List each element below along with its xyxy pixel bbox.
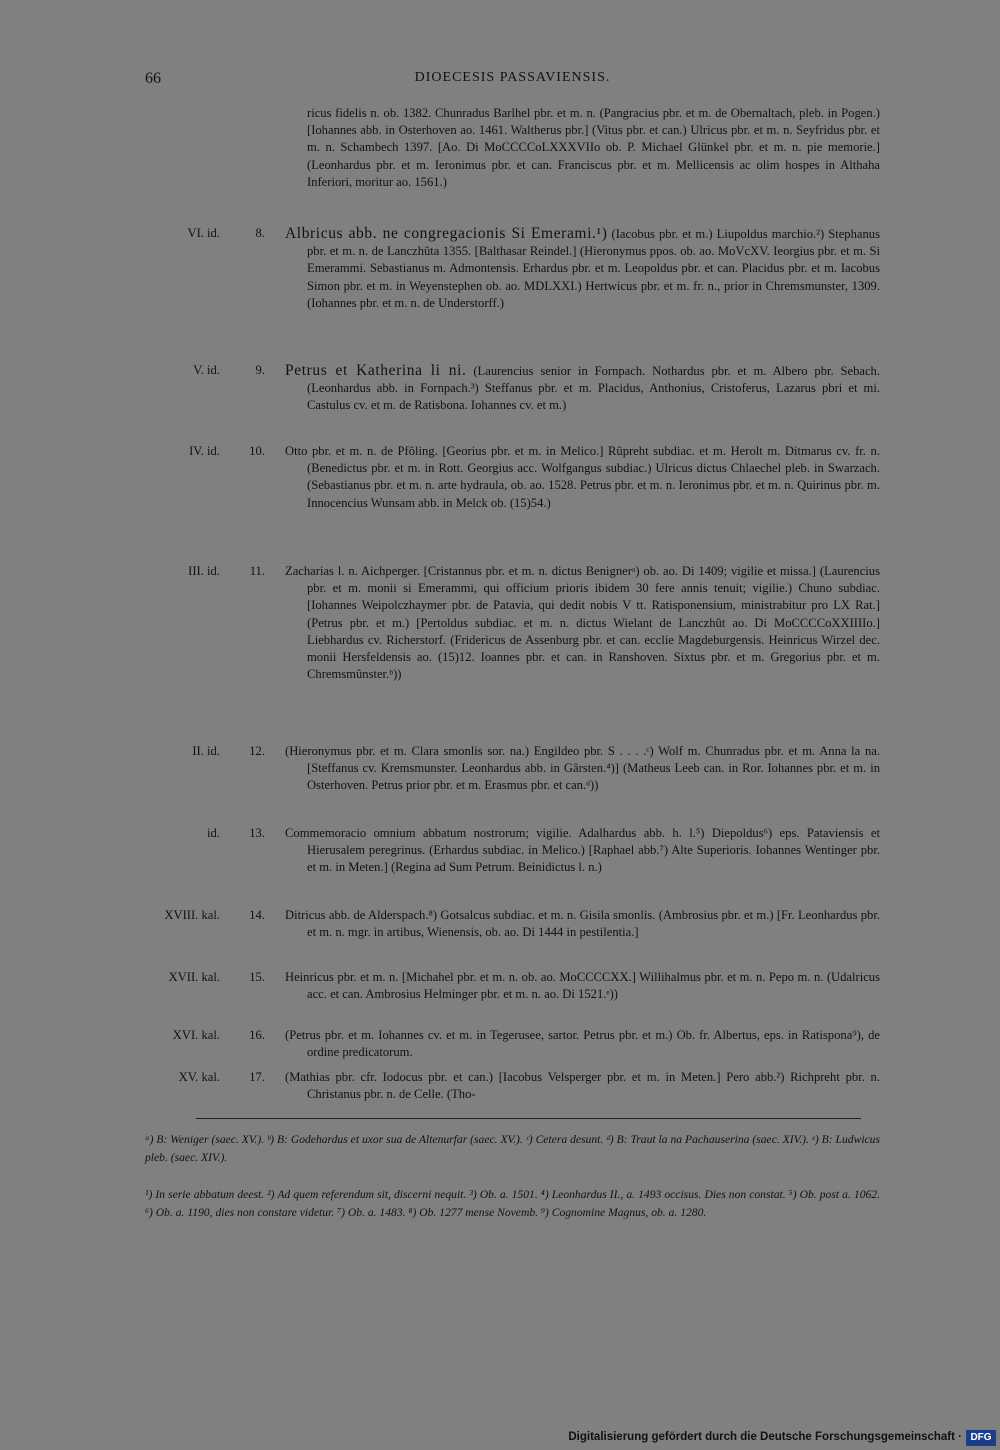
entry-date: VI. id.	[187, 226, 220, 240]
entry-continuation	[145, 105, 880, 225]
entry-highlight: Albricus abb. ne congregacionis Si Emerami.¹)	[285, 225, 608, 242]
footnotes: ¹) In serie abbatum deest. ²) Ad quem referendum sit, discerni nequit. ³) Ob. a. 1501. ⁴) Leonhardus II., a. 1493 occisus. Dies non constat. ⁵) Ob. post a. 1062. ⁶) Ob. a. 1190, dies non constare videtur. ⁷) Ob. a. 1483. ⁸) Ob. 1277 mense Novemb. ⁹) Cognomine Magnus, ob. a. 1280.	[145, 1188, 880, 1219]
critical-apparatus: ᵃ) B: Weniger (saec. XV.). ᵇ) B: Godehardus et uxor sua de Altenurfar (saec. XV.). ᶜ) Cetera desunt. ᵈ) B: Traut la na Pachauserina (saec. XIV.). ᵉ) B: Ludwicus pleb. (saec. XIV.).	[145, 1133, 880, 1164]
calendar-entries	[145, 105, 880, 1109]
entry-text: Heinricus pbr. et m. n. [Michahel pbr. et m. n. ob. ao. MoCCCCXX.] Willihalmus pbr. et m. n. Pepo m. n. (Udalricus acc. et can. Ambrosius Helminger pbr. et m. n. ao. Di 1521.ᵉ))	[285, 970, 880, 1002]
entry-row	[145, 743, 880, 825]
entry-number: 13.	[249, 826, 265, 840]
entry-highlight: Petrus et Katherina li ni.	[285, 362, 467, 379]
footer-bar	[568, 1428, 1000, 1450]
entry-date: III. id.	[188, 564, 220, 578]
entry-date: XVIII. kal.	[164, 908, 220, 922]
dfg-logo-icon: DFG	[966, 1430, 996, 1446]
entry-number: 8.	[255, 226, 265, 240]
entry-row	[145, 1027, 880, 1069]
entry-row	[145, 969, 880, 1027]
entry-text: Otto pbr. et m. n. de Pfôling. [Georius pbr. et m. in Melico.] Rûpreht subdiac. et m. Herolt m. Ditmarus cv. fr. n. (Benedictus pbr. et m. in Rott. Georgius acc. Wolfgangus subdiac.) Ulricus dictus Chlaechel pleb. in Swarzach. (Sebastianus pbr. et m. n. arte hydraula, ob. ao. 1528. Petrus pbr. et m. n. Ieronimus pbr. et m. n. Quirinus pbr. m. Innocencius Wunsam abb. in Melck ob. (15)54.)	[285, 444, 880, 510]
entry-date: II. id.	[192, 744, 220, 758]
entry-date: id.	[207, 826, 220, 840]
entry-text: (Iacobus pbr. et m.) Liupoldus marchio.²) Stephanus pbr. et m. n. de Lanczhûta 1355. [Balthasar Reindel.] (Hieronymus ppos. ob. ao. MoVcXV. Ieorgius pbr. et m. Si Emerammi. Sebastianus m. Admontensis. Erhardus pbr. et m. Leopoldus pbr. et can. Placidus pbr. et m. Iacobus Simon pbr. et m. in Weyenstephen ob. ao. MDLXXI.) Hertwicus pbr. et m. fr. n., prior in Chremsmunster, 1309. (Iohannes pbr. et m. n. de Understorff.)	[307, 227, 880, 310]
entry-date: V. id.	[193, 363, 220, 377]
entry-row	[145, 225, 880, 362]
entry-text: (Laurencius senior in Fornpach. Nothardus pbr. et m. Albero pbr. Sebach. (Leonhardus abb. in Fornpach.³) Steffanus pbr. et m. Placidus, Anthonius, Cristoferus, Lazarus pbri et mi. Castulus cv. et m. de Ratisbona. Iohannes cv. et m.)	[307, 364, 881, 413]
entry-date: XVI. kal.	[172, 1028, 220, 1042]
entry-number: 16.	[249, 1028, 265, 1042]
entry-row	[145, 563, 880, 743]
entry-text: (Petrus pbr. et m. Iohannes cv. et m. in Tegerusee, sartor. Petrus pbr. et m.) Ob. fr. Albertus, eps. in Ratispona⁹), de ordine predicatorum.	[285, 1028, 880, 1060]
footnote-rule	[196, 1118, 861, 1119]
entry-text: Zacharias l. n. Aichperger. [Cristannus pbr. et m. n. dictus Benignerᵃ) ob. ao. Di 1409; vigilie et missa.] (Laurencius pbr. et m. monii si Emerammi, qui officium prioris ibidem 30 fere annis tenuit; vigilie.) Chuno subdiac. [Iohannes Weipolczhaymer pbr. de Patavia, qui dedit nobis V tt. Ratisponensium, ministrabitur pro LX Rat.] (Petrus pbr. et m.) [Pertoldus subdiac. et m. n. dictus Wielant de Lanczhût ao. Di MoCCCCoXXIIIIo.] Liebhardus cv. Richerstorf. (Fridericus de Assenburg pbr. et can. ecclie Magdeburgensis. Heinricus Wirzel dec. monii Hersfeldensis ao. (15)12. Ioannes pbr. et can. in Ranshoven. Sixtus pbr. et m. Gregorius pbr. et m. Chremsmûnster.ᵇ))	[285, 564, 880, 682]
entry-row	[145, 907, 880, 969]
entry-body	[285, 362, 880, 415]
entry-number: 11.	[249, 564, 265, 578]
entry-number: 17.	[249, 1070, 265, 1084]
entry-date: XV. kal.	[178, 1070, 220, 1084]
entry-date: IV. id.	[189, 444, 220, 458]
entry-number: 15.	[249, 970, 265, 984]
page-number: 66	[145, 70, 161, 87]
entry-number: 10.	[249, 444, 265, 458]
entry-date: XVII. kal.	[168, 970, 220, 984]
entry-number: 14.	[249, 908, 265, 922]
entry-text: Ditricus abb. de Alderspach.⁸) Gotsalcus subdiac. et m. n. Gisila smonlis. (Ambrosius pbr. et m.) [Fr. Leonhardus pbr. et m. n. mgr. in artibus, Wienensis, ob. ao. Di 1444 in pestilentia.]	[285, 908, 880, 940]
entry-text: ricus fidelis n. ob. 1382. Chunradus Barlhel pbr. et m. n. (Pangracius pbr. et m. de Obernaltach, pleb. in Pogen.) [Iohannes abb. in Osterhoven ao. 1461. Waltherus pbr.] (Vitus pbr. et can.) Ulricus pbr. et m. n. Seyfridus pbr. et m. n. Schambech 1397. [Ao. Di MoCCCCoLXXXVIIo ob. P. Michael Glünkel pbr. et m. n. pie memorie.] (Leonhardus pbr. et m. Ieronimus pbr. et can. Franciscus pbr. et m. Mellicensis ac olim hospes in Althaha Inferiori, moritur ao. 1561.)	[307, 106, 880, 189]
entry-number: 9.	[255, 363, 265, 377]
entry-row	[145, 362, 880, 443]
running-title: DIOECESIS PASSAVIENSIS.	[414, 70, 611, 85]
entry-row	[145, 1069, 880, 1109]
entry-number: 12.	[249, 744, 265, 758]
entry-text: Commemoracio omnium abbatum nostrorum; vigilie. Adalhardus abb. h. l.⁵) Diepoldus⁶) eps. Pataviensis et Hierusalem peregrinus. (Erhardus subdiac. in Melico.) [Raphael abb.⁷) Alte Superioris. Iohannes Wentinger pbr. et m. in Meten.] (Regina ad Sum Petrum. Beinidictus l. n.)	[285, 826, 880, 875]
entry-body	[285, 225, 880, 312]
entry-text: (Hieronymus pbr. et m. Clara smonlis sor. na.) Engildeo pbr. S . . . .ᶜ) Wolf m. Chunradus pbr. et m. Anna la na. [Steffanus cv. Kremsmunster. Leonhardus abb. in Gârsten.⁴)] (Matheus Leeb can. in Ror. Iohannes pbr. et m. in Osterhoven. Petrus prior pbr. et m. Erasmus pbr. et can.ᵈ))	[285, 744, 880, 793]
entry-row	[145, 825, 880, 907]
page-header	[145, 70, 880, 94]
funding-credit: Digitalisierung gefördert durch die Deutsche Forschungsgemeinschaft ·	[568, 1431, 962, 1443]
entry-row	[145, 443, 880, 563]
entry-text: (Mathias pbr. cfr. Iodocus pbr. et can.) [Iacobus Velsperger pbr. et m. in Meten.] Pero abb.²) Richpreht pbr. n. Christanus pbr. n. de Celle. (Tho-	[285, 1070, 880, 1102]
